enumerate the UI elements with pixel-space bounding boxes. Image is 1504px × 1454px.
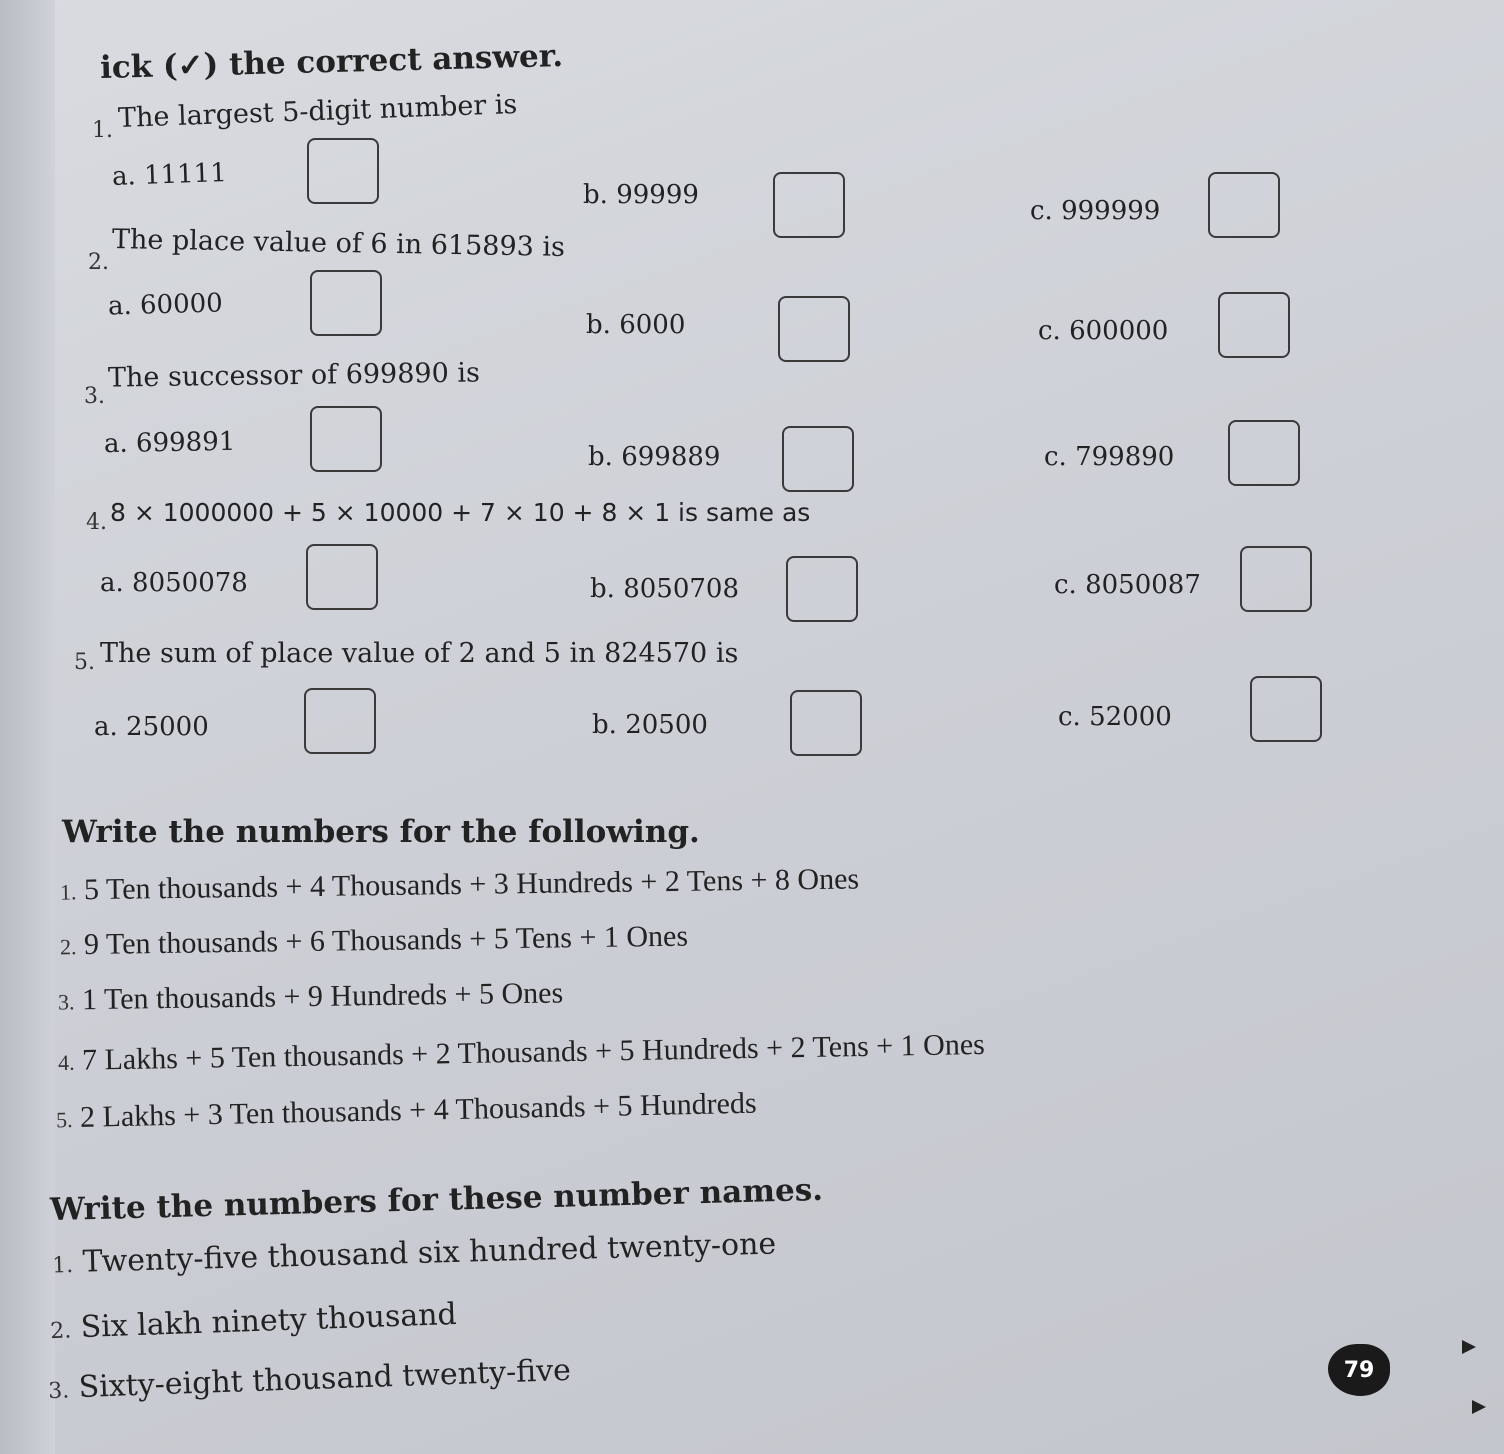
q4-option-b-checkbox[interactable] — [786, 556, 858, 622]
q5-option-b-checkbox[interactable] — [790, 690, 862, 756]
q2-option-b-checkbox[interactable] — [778, 296, 850, 362]
q4-number: 4. — [86, 510, 107, 535]
q4-option-a-checkbox[interactable] — [306, 544, 378, 610]
q4-option-c: c. 8050087 — [1054, 570, 1201, 600]
section2-item-3: 3. 1 Ten thousands + 9 Hundreds + 5 Ones — [57, 976, 564, 1017]
q3-number: 3. — [84, 384, 105, 409]
page-number-badge: 79 — [1328, 1344, 1390, 1396]
q3-option-a-checkbox[interactable] — [310, 406, 382, 472]
play-triangle-icon-2 — [1472, 1400, 1486, 1414]
q5-text: The sum of place value of 2 and 5 in 824570 is — [100, 638, 739, 669]
page-left-edge — [0, 0, 55, 1454]
section1-heading: ick (✓) the correct answer. — [99, 37, 564, 87]
q5-option-a: a. 25000 — [94, 712, 209, 742]
section3-heading: Write the numbers for these number names. — [49, 1171, 824, 1229]
q3-option-c: c. 799890 — [1044, 442, 1175, 472]
q2-option-a-checkbox[interactable] — [310, 270, 382, 336]
q1-option-b: b. 99999 — [583, 180, 699, 210]
section2-item-2: 2. 9 Ten thousands + 6 Thousands + 5 Tens + 1 Ones — [59, 919, 689, 962]
q5-option-c: c. 52000 — [1058, 702, 1172, 732]
q2-option-a: a. 60000 — [107, 288, 224, 322]
section2-item-4: 4. 7 Lakhs + 5 Ten thousands + 2 Thousands + 5 Hundreds + 2 Tens + 1 Ones — [57, 1027, 986, 1077]
play-triangle-icon — [1462, 1340, 1476, 1354]
section3-item-1: 1. Twenty-five thousand six hundred twenty-one — [51, 1226, 777, 1280]
q4-option-b: b. 8050708 — [590, 574, 739, 604]
q2-number: 2. — [88, 250, 109, 275]
q3-option-a: a. 699891 — [103, 426, 236, 460]
q2-text: The place value of 6 in 615893 is — [111, 224, 566, 263]
section3-item-3: 3. Sixty-eight thousand twenty-five — [47, 1352, 572, 1406]
q3-text: The successor of 699890 is — [107, 357, 481, 394]
q5-number: 5. — [74, 650, 95, 675]
q3-option-b-checkbox[interactable] — [782, 426, 854, 492]
q1-option-a: a. 11111 — [111, 158, 228, 192]
q1-option-c: c. 999999 — [1030, 196, 1161, 226]
q5-option-c-checkbox[interactable] — [1250, 676, 1322, 742]
section2-item-5: 5. 2 Lakhs + 3 Ten thousands + 4 Thousands + 5 Hundreds — [55, 1086, 757, 1134]
q4-option-a: a. 8050078 — [100, 568, 248, 598]
q2-option-b: b. 6000 — [586, 310, 686, 340]
q3-option-b: b. 699889 — [588, 442, 721, 472]
q1-option-c-checkbox[interactable] — [1208, 172, 1280, 238]
section2-item-1: 1. 5 Ten thousands + 4 Thousands + 3 Hundreds + 2 Tens + 8 Ones — [59, 862, 860, 907]
q4-option-c-checkbox[interactable] — [1240, 546, 1312, 612]
q3-option-c-checkbox[interactable] — [1228, 420, 1300, 486]
q4-text: 8 × 1000000 + 5 × 10000 + 7 × 10 + 8 × 1 is same as — [110, 498, 811, 527]
section3-item-2: 2. Six lakh ninety thousand — [49, 1296, 458, 1346]
q1-option-a-checkbox[interactable] — [307, 138, 379, 204]
q1-text: The largest 5-digit number is — [117, 89, 518, 134]
q5-option-a-checkbox[interactable] — [304, 688, 376, 754]
q1-number: 1. — [92, 118, 113, 143]
section2-heading: Write the numbers for the following. — [62, 814, 700, 850]
q2-option-c: c. 600000 — [1038, 316, 1169, 346]
q5-option-b: b. 20500 — [592, 710, 708, 740]
q2-option-c-checkbox[interactable] — [1218, 292, 1290, 358]
q1-option-b-checkbox[interactable] — [773, 172, 845, 238]
